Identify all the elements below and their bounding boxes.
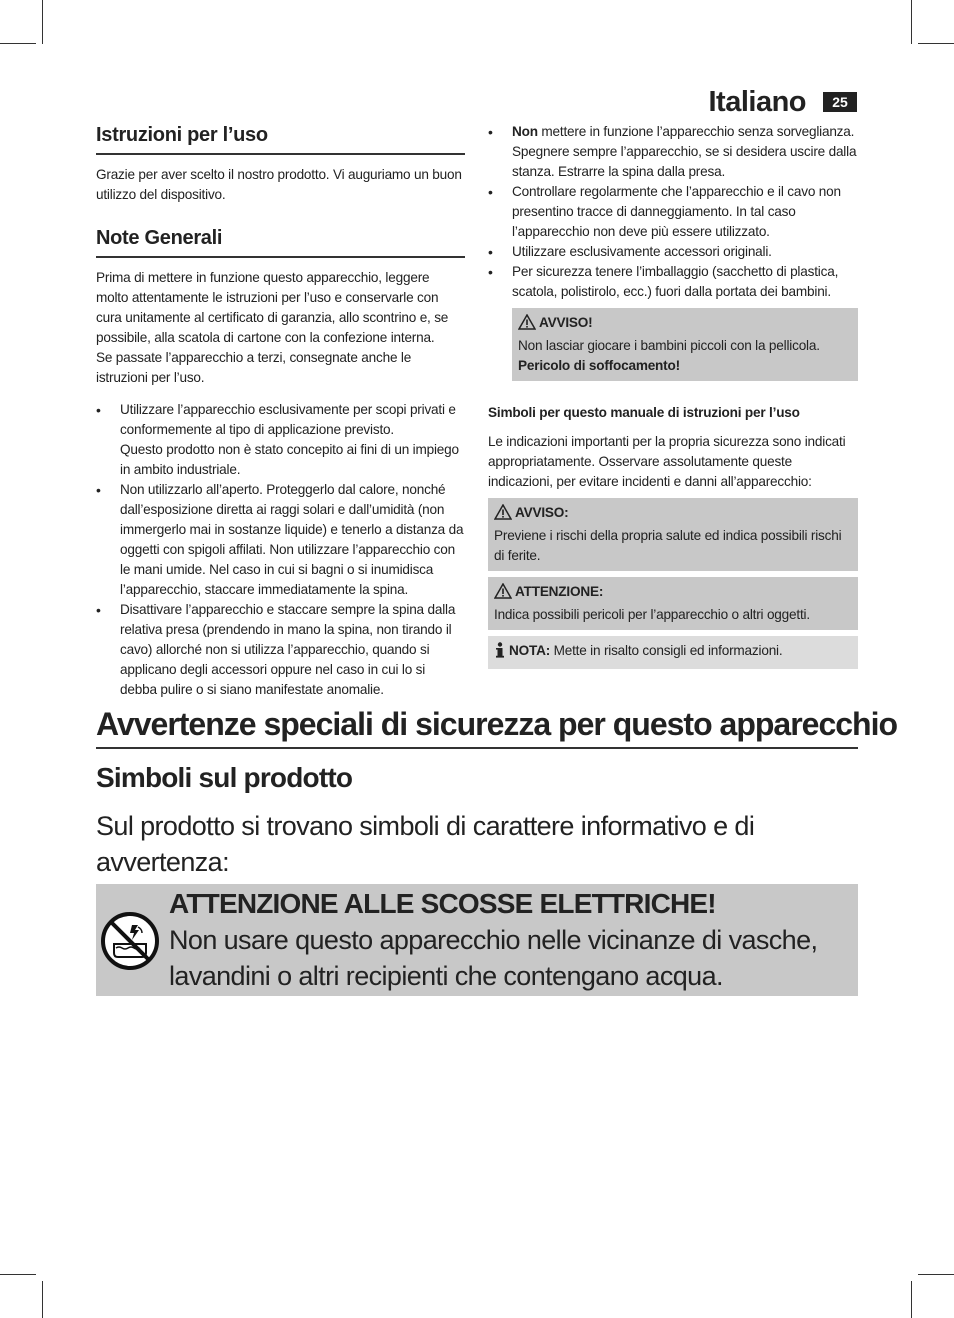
nota-label: NOTA: [509, 643, 551, 658]
attenzione-box [488, 577, 858, 630]
warning-bold-text: Pericolo di soffocamento! [518, 358, 680, 373]
product-symbols-title: Simboli sul prodotto [96, 762, 353, 793]
nota-box [488, 636, 858, 669]
warning-triangle-icon [494, 583, 512, 605]
safety-list [488, 122, 858, 302]
crop-mark [911, 0, 912, 44]
crop-mark [918, 1274, 954, 1275]
crop-mark [0, 1274, 36, 1275]
symbols-text: Le indicazioni importanti per la propria sicurezza sono indicati appropriatamente. Osservare assolutamente queste indicazioni, per evitare incidenti e danni all’apparecchio: [488, 434, 846, 489]
warning-label: AVVISO! [539, 315, 593, 330]
list-item-text: Questo prodotto non è stato concepito ai fini di un impiego in ambito industriale. [120, 442, 459, 477]
section-title-instructions: Istruzioni per l’uso [96, 122, 465, 155]
list-item: • Controllare regolarmente che l’apparecchio e il cavo non presentino tracce di danneggiamento. In tal caso l’apparecchio non deve più essere utilizzato. [488, 182, 858, 242]
avviso-box [488, 498, 858, 571]
general-notes-list [96, 400, 465, 700]
general-notes-text-2: Se passate l’apparecchio a terzi, consegnate anche le istruzioni per l’uso. [96, 350, 412, 385]
list-item: • Utilizzare esclusivamente accessori originali. [488, 242, 858, 262]
list-item: • Non utilizzarlo all’aperto. Proteggerlo dal calore, nonché dall’esposizione diretta ai raggi solari e dall’umidità (non immergerlo mai in sostanze liquide) e tenerlo a distanza da oggetti con spigoli affilati. Non utilizzare l’apparecchio con le mani umide. Nel caso in cui si bagni o si inumidisca l’apparecchio, staccare immediatamente la spina. [96, 480, 465, 600]
electric-shock-title: ATTENZIONE ALLE SCOSSE ELETTRICHE! [169, 888, 716, 919]
attenzione-label: ATTENZIONE: [515, 584, 604, 599]
electric-shock-text [169, 886, 854, 994]
avviso-text: Previene i rischi della propria salute ed indica possibili rischi di ferite. [494, 528, 842, 563]
language-heading: Italiano [708, 86, 806, 118]
crop-mark [918, 43, 954, 44]
general-notes-text [96, 268, 465, 388]
list-item-text: mettere in funzione l’apparecchio senza sorveglianza. Spegnere sempre l’apparecchio, se si desidera uscire dalla stanza. Estrarre la spina dalla presa. [512, 124, 857, 179]
list-item [488, 122, 858, 182]
electric-shock-warning [96, 884, 858, 996]
list-item-text: Utilizzare l’apparecchio esclusivamente per scopi privati e conformemente al tipo di applicazione previsto. [120, 402, 456, 437]
list-item: • Disattivare l’apparecchio e staccare sempre la spina dalla relativa presa (prendendo in mano la spina, non tirando il cavo) allorché non si utilizza l’apparecchio, quando si applicano degli accessori oppure nel caso in cui lo si debba pulire o si siano manifestate anomalie. [96, 600, 465, 700]
warning-triangle-icon [494, 504, 512, 526]
left-column [96, 122, 465, 700]
list-item: • Per sicurezza tenere l’imballaggio (sacchetto di plastica, scatola, polistirolo, ecc.) fuori dalla portata dei bambini. [488, 262, 858, 302]
crop-mark [911, 1281, 912, 1318]
crop-mark [0, 43, 36, 44]
warning-triangle-icon [518, 314, 536, 336]
nota-text: Mette in risalto consigli ed informazioni. [550, 643, 783, 658]
symbols-heading: Simboli per questo manuale di istruzioni per l’uso [488, 405, 800, 420]
warning-box-film [512, 308, 858, 381]
special-safety-title: Avvertenze speciali di sicurezza per questo apparecchio [96, 706, 858, 749]
warning-text: Non lasciar giocare i bambini piccoli con la pellicola. [518, 338, 820, 353]
list-item [96, 400, 465, 480]
crop-mark [42, 1281, 43, 1318]
avviso-label: AVVISO: [515, 505, 569, 520]
instructions-text: Grazie per aver scelto il nostro prodotto. Vi auguriamo un buon utilizzo del dispositivo. [96, 167, 462, 202]
info-icon [494, 642, 506, 664]
crop-mark [42, 0, 43, 44]
section-title-general-notes: Note Generali [96, 225, 465, 258]
list-item-bold: Non [512, 124, 538, 139]
page-number: 25 [823, 92, 857, 112]
general-notes-text-1: Prima di mettere in funzione questo apparecchio, leggere molto attentamente le istruzioni per l’uso e conservarle con cura unitamente al certificato di garanzia, allo scontrino e, se possibile, alla scatola di cartone con la confezione interna. [96, 270, 449, 345]
no-water-bathtub-icon [100, 911, 160, 976]
attenzione-text: Indica possibili pericoli per l’apparecchio o altri oggetti. [494, 607, 810, 622]
right-column [488, 122, 858, 669]
electric-shock-body: Non usare questo apparecchio nelle vicinanze di vasche, lavandini o altri recipienti che contengano acqua. [169, 925, 818, 991]
product-symbols-intro: Sul prodotto si trovano simboli di carattere informativo e di avvertenza: [96, 811, 755, 877]
